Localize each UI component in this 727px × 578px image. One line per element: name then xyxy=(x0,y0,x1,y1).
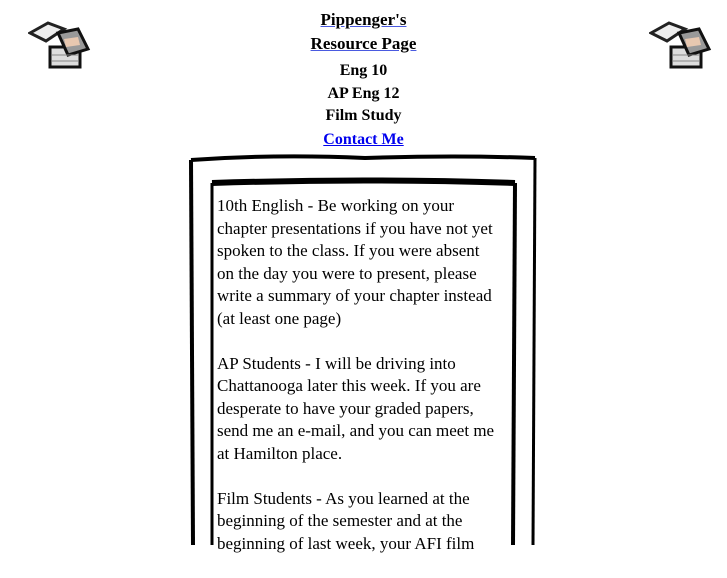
announcements xyxy=(217,195,512,578)
page-header xyxy=(0,8,727,149)
text-line: on the day you were to present, please xyxy=(217,263,477,283)
text-line: at Hamilton place. xyxy=(217,443,343,463)
text-line: beginning of last week, your AFI film xyxy=(217,533,475,553)
text-line: beginning of the semester and at the xyxy=(217,511,463,530)
text-line: desperate to have your graded papers, xyxy=(217,398,474,418)
text-line: write a summary of your chapter instead xyxy=(217,286,492,305)
text-line: send me an e-mail, and you can meet me xyxy=(217,421,495,440)
announcement-ap-students xyxy=(217,353,512,466)
text-line: Film Students - As you learned at the xyxy=(217,488,470,508)
course-film-study: Film Study xyxy=(325,107,402,124)
text-line: (at least one page) xyxy=(217,308,342,328)
announcement-10th-english xyxy=(217,195,512,330)
course-eng-10: Eng 10 xyxy=(339,62,388,79)
text-line: AP Students - I will be driving into xyxy=(217,353,456,373)
text-line: 10th English - Be working on your xyxy=(217,196,455,215)
text-line: spoken to the class. If you were absent xyxy=(217,241,480,260)
text-line: chapter presentations if you have not yet xyxy=(217,218,493,238)
contact-me-link[interactable]: Contact Me xyxy=(323,130,404,148)
text-line: Chattanooga later this week. If you are xyxy=(217,376,481,395)
course-ap-eng-12: AP Eng 12 xyxy=(327,84,400,102)
page-title: Pippenger's xyxy=(320,10,407,29)
page-title-line2: Resource Page xyxy=(310,34,417,53)
